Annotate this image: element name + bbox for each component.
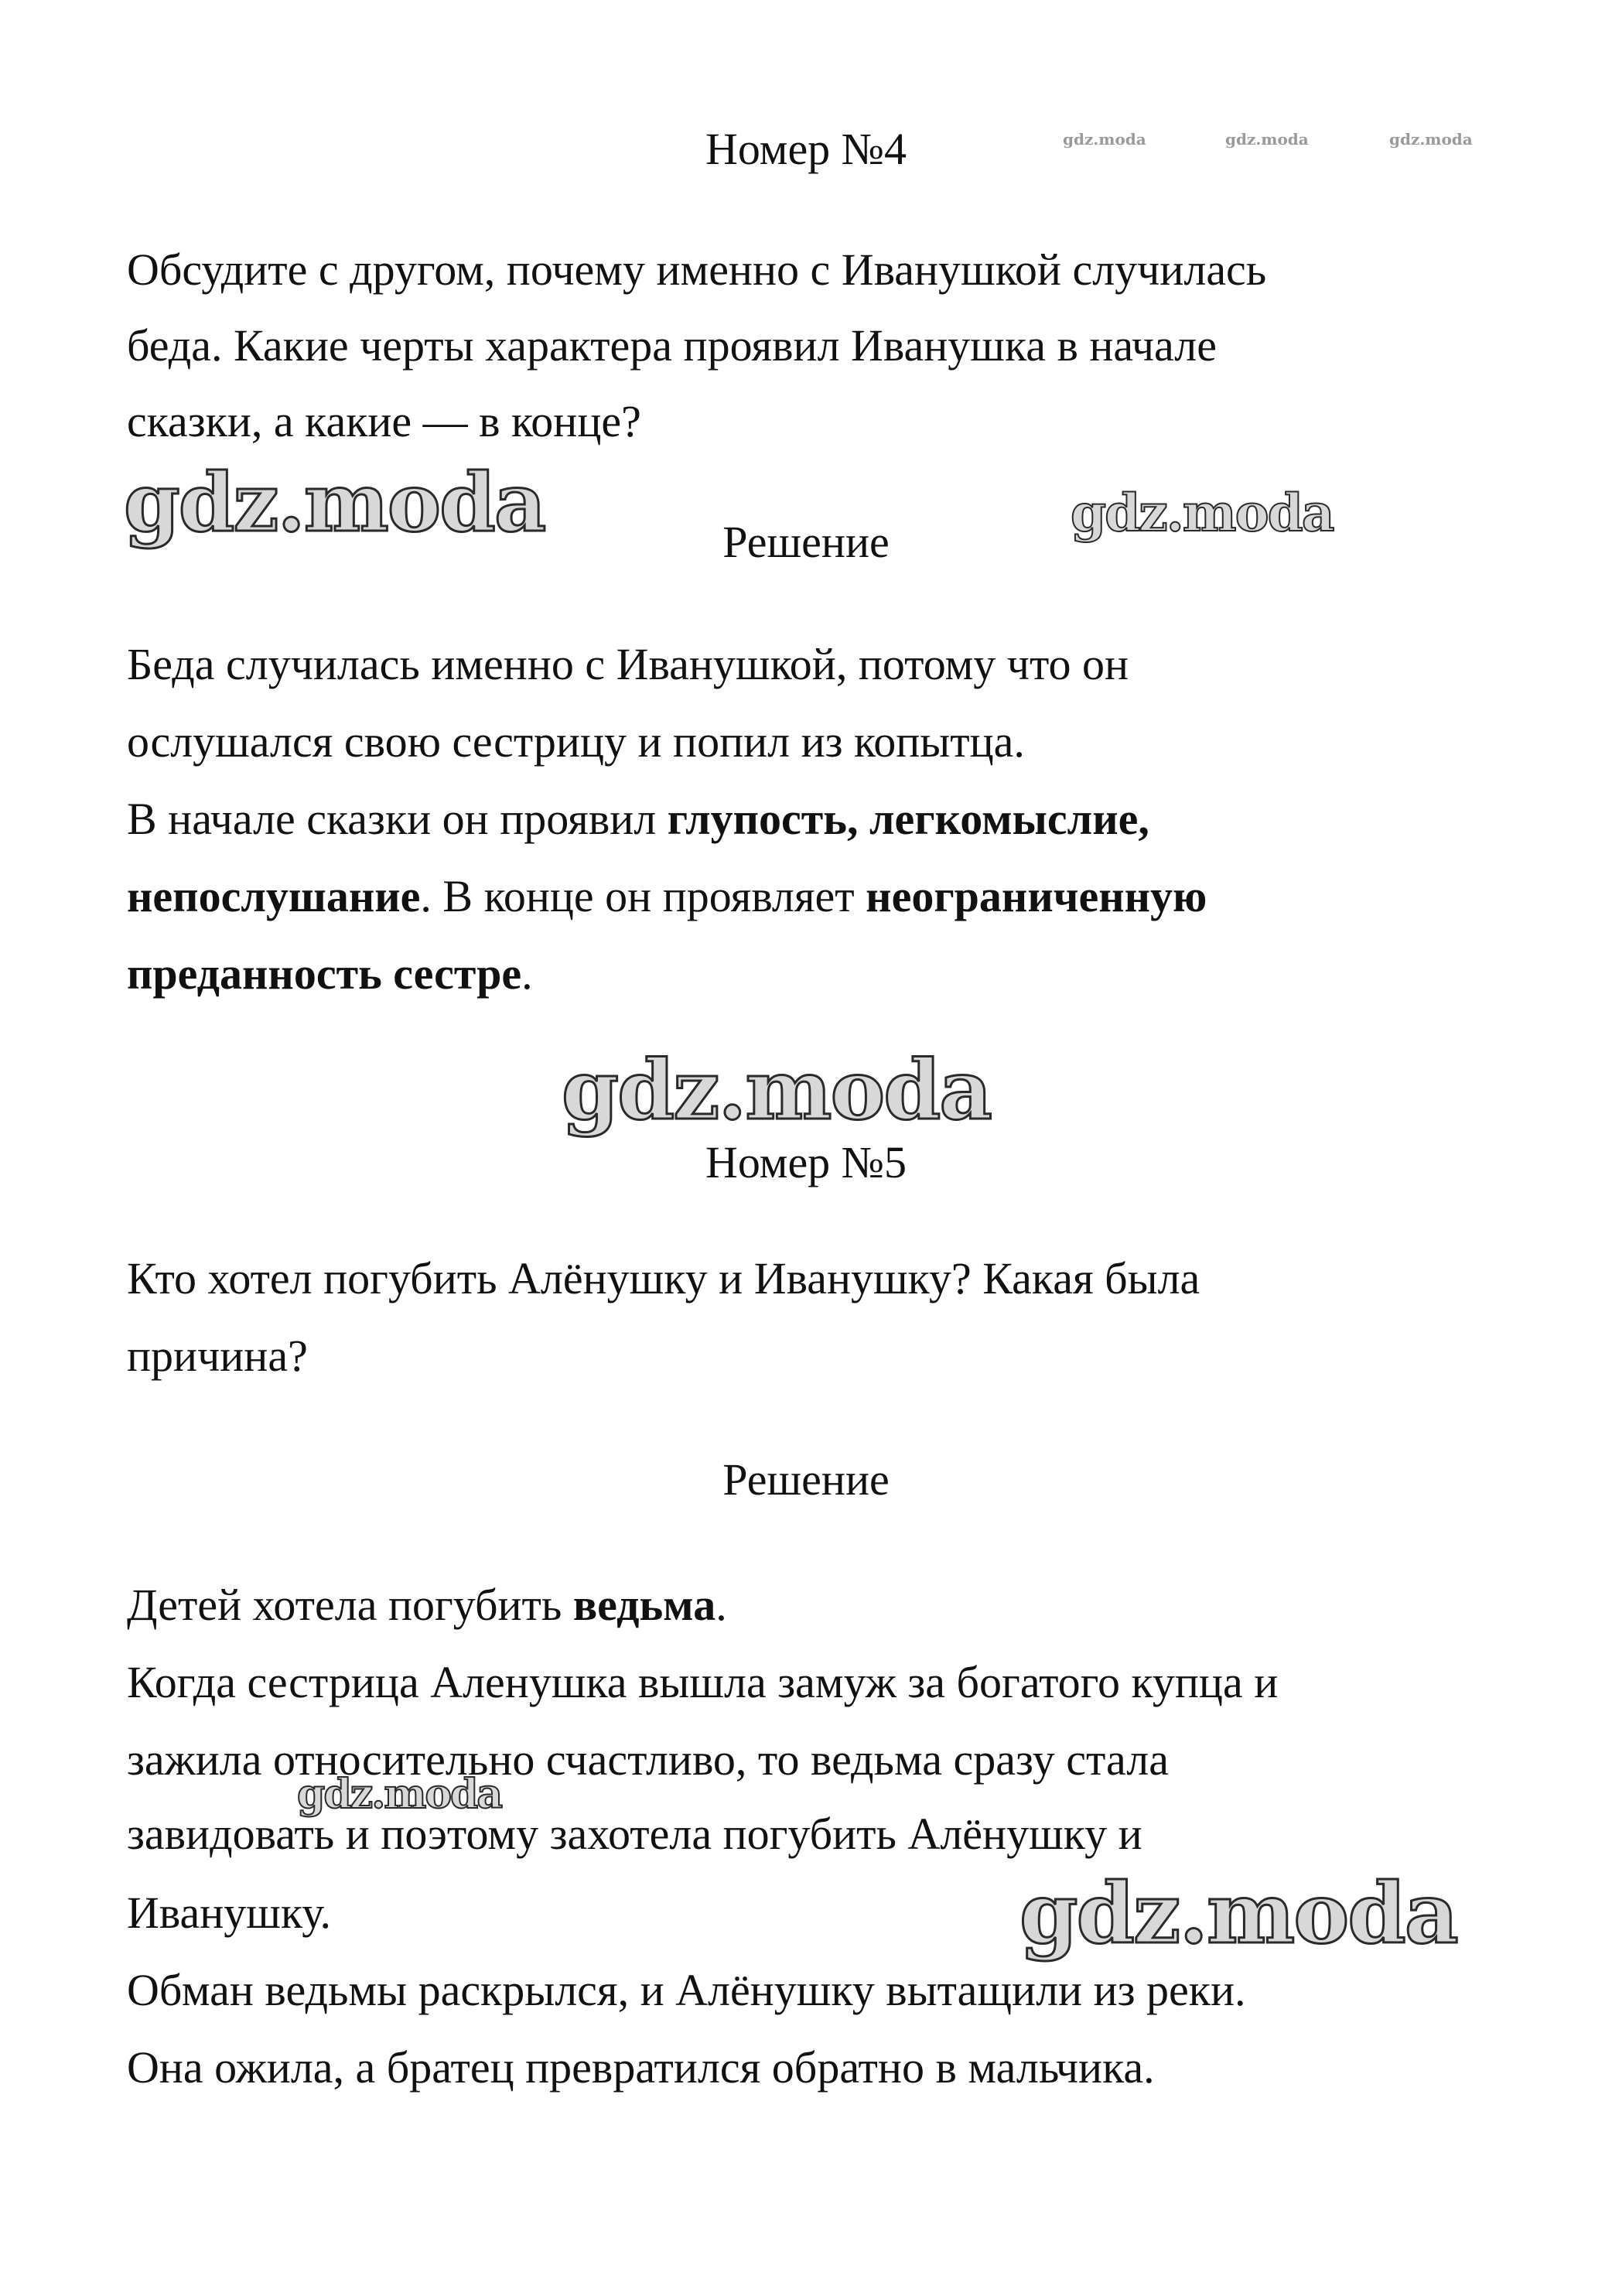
task5-answer-line-1-text: Детей хотела погубить [127, 1580, 573, 1630]
task4-question-line-1: Обсудите с другом, почему именно с Иванушкой случилась [127, 244, 1267, 295]
task4-answer-line-3-text: В начале сказки он проявил [127, 794, 668, 844]
task4-answer-trait-devotion: преданность сестре [127, 948, 522, 999]
watermark-small-3: gdz.moda [1389, 130, 1473, 149]
watermark-large-1: gdz.moda [124, 455, 545, 550]
task5-answer-witch: ведьма [572, 1580, 716, 1630]
task4-answer-line-4-text: . В конце он проявляет [420, 871, 866, 921]
task4-title: Номер №4 [705, 124, 907, 174]
watermark-small-2: gdz.moda [1225, 130, 1309, 149]
watermark-large-2: gdz.moda [562, 1041, 991, 1138]
task4-answer-line-5-text: . [521, 948, 533, 999]
watermark-large-3: gdz.moda [1019, 1865, 1457, 1963]
task4-answer-line-1: Беда случилась именно с Иванушкой, потому что он [127, 639, 1129, 689]
watermark-medium-2: gdz.moda [297, 1771, 502, 1818]
task5-title: Номер №5 [705, 1137, 907, 1187]
task5-answer-line-1 [127, 1580, 727, 1630]
task5-answer-line-6: Обман ведьмы раскрылся, и Алёнушку вытащили из реки. [127, 1965, 1246, 2015]
task4-answer-trait-unlimited: неограниченную [866, 871, 1207, 921]
task4-answer-line-2: ослушался свою сестрицу и попил из копытца. [127, 716, 1025, 767]
task5-answer-line-2: Когда сестрица Аленушка вышла замуж за богатого купца и [127, 1657, 1279, 1707]
task5-answer-line-3: зажила относительно счастливо, то ведьма сразу стала [127, 1734, 1169, 1785]
task4-question-line-3: сказки, а какие — в конце? [127, 396, 641, 446]
task4-question-line-2: беда. Какие черты характера проявил Иванушка в начале [127, 320, 1217, 371]
task5-question-line-2: причина? [127, 1331, 308, 1381]
task5-answer-line-5: Иванушку. [127, 1888, 332, 1938]
task4-answer-line-3 [127, 794, 1149, 844]
task5-question-line-1: Кто хотел погубить Алёнушку и Иванушку? Какая была [127, 1253, 1200, 1303]
task5-answer-line-4: завидовать и поэтому захотела погубить Алёнушку и [127, 1809, 1142, 1859]
task4-answer-line-5 [127, 948, 533, 999]
task5-answer-line-1-end: . [715, 1580, 727, 1630]
task4-answer-trait-disobedience: непослушание [127, 871, 421, 921]
task4-answer-line-4 [127, 871, 1207, 921]
task4-solution-heading: Решение [722, 517, 890, 567]
task5-answer-line-7: Она ожила, а братец превратился обратно в мальчика. [127, 2042, 1155, 2093]
task4-answer-traits-start: глупость, легкомыслие, [667, 794, 1149, 844]
watermark-medium-1: gdz.moda [1071, 483, 1334, 543]
task5-solution-heading: Решение [722, 1454, 890, 1505]
watermark-small-1: gdz.moda [1063, 130, 1146, 149]
